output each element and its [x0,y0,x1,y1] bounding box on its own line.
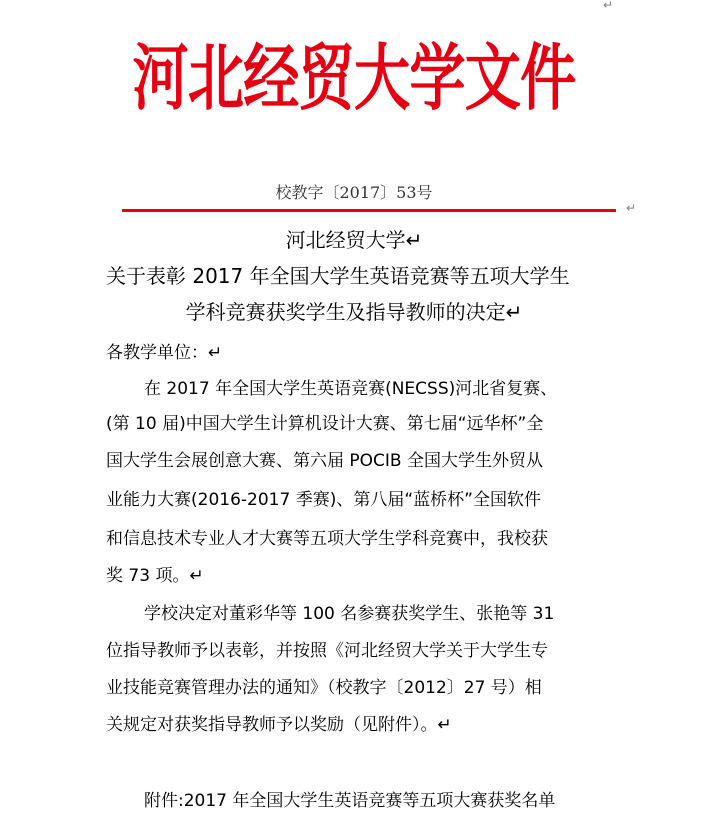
paragraph-line: 和信息技术专业人才大赛等五项大学生学科竞赛中，我校获 [106,529,548,549]
paragraph-line: 奖 73 项。↵ [106,566,204,586]
paragraph-line: 在 2017 年全国大学生英语竞赛(NECSS)河北省复赛、 [144,379,558,399]
document-number: 校教字〔2017〕53号 [275,183,433,202]
paragraph-line: 国大学生会展创意大赛、第六届 POCIB 全国大学生外贸从 [106,451,543,471]
document-header-title: 河北经贸大学文件 [132,35,576,120]
salutation: 各教学单位：↵ [106,343,223,363]
paragraph-line: 学校决定对董彩华等 100 名参赛获奖学生、张艳等 31 [144,604,555,624]
paragraph-line: 业技能竞赛管理办法的通知》（校教字〔2012〕27 号）相 [106,678,542,698]
paragraph-line: 位指导教师予以表彰，并按照《河北经贸大学关于大学生专 [106,641,548,661]
heading-line-2: 关于表彰 2017 年全国大学生英语竞赛等五项大学生 [106,264,570,288]
heading-line-3: 学科竞赛获奖学生及指导教师的决定↵ [185,300,523,324]
attachment-line: 附件:2017 年全国大学生英语竞赛等五项大赛获奖名单 [144,791,556,811]
paragraph-mark: ↵ [626,201,637,215]
paragraph-line: 关规定对获奖指导教师予以奖励（见附件）。↵ [106,715,452,735]
paragraph-mark: ↵ [603,0,614,12]
paragraph-line: 业能力大赛(2016-2017 季赛)、第八届“蓝桥杯”全国软件 [106,490,541,510]
red-divider-line [122,209,616,212]
heading-line-1: 河北经贸大学↵ [285,228,423,252]
paragraph-line: (第 10 届)中国大学生计算机设计大赛、第七届“远华杯”全 [106,414,544,434]
